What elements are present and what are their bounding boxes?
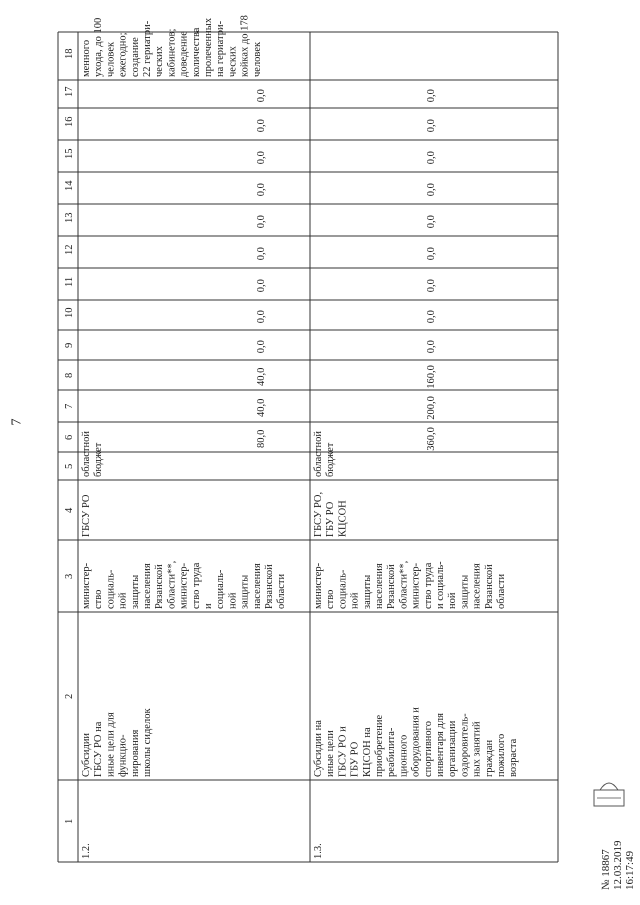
column-header-10: 10 bbox=[64, 307, 75, 318]
cell-v12-1.2.: 0,0 bbox=[256, 247, 267, 261]
cell-source-1.2.: областнойбюджет bbox=[81, 431, 105, 477]
cell-executor-1.2.: министер-ствосоциаль-нойзащитынаселенияРязанскойобласти**,министер-ство трудаисоциаль-нойзащитынаселенияРязанскойобласти bbox=[81, 560, 288, 609]
cell-result-1.2.: менногоухода, до 100человекежегодно;создание22 гериатри-ческихкабинетов;доведениеколичествапролеченныхна гериатри-ческихкойках до 178человек bbox=[81, 15, 263, 77]
cell-v10-1.2.: 0,0 bbox=[256, 310, 267, 324]
column-header-8: 8 bbox=[64, 372, 75, 378]
column-header-7: 7 bbox=[64, 403, 75, 409]
cell-v10-1.3.: 0,0 bbox=[426, 310, 437, 324]
cell-recipient-1.2.: ГБСУ РО bbox=[81, 494, 92, 537]
column-header-11: 11 bbox=[64, 276, 75, 287]
cell-recipient-1.3.: ГБСУ РО,ГБУ РОКЦСОН bbox=[313, 491, 349, 537]
column-header-1: 1 bbox=[64, 818, 75, 824]
cell-v9-1.2.: 0,0 bbox=[256, 340, 267, 354]
column-header-5: 5 bbox=[64, 463, 75, 469]
column-header-14: 14 bbox=[64, 180, 75, 191]
cell-v15-1.3.: 0,0 bbox=[426, 151, 437, 165]
column-header-13: 13 bbox=[64, 212, 75, 223]
stamp-icon bbox=[592, 770, 626, 810]
cell-v7-1.2.: 40,0 bbox=[256, 398, 267, 417]
cell-v8-1.3.: 160,0 bbox=[426, 365, 437, 389]
cell-v14-1.3.: 0,0 bbox=[426, 183, 437, 197]
cell-source-1.3.: областнойбюджет bbox=[313, 431, 337, 477]
cell-v16-1.2.: 0,0 bbox=[256, 119, 267, 133]
cell-v11-1.3.: 0,0 bbox=[426, 279, 437, 293]
cell-v16-1.3.: 0,0 bbox=[426, 119, 437, 133]
column-header-17: 17 bbox=[64, 86, 75, 97]
column-header-15: 15 bbox=[64, 148, 75, 159]
column-header-3: 3 bbox=[64, 573, 75, 579]
column-header-9: 9 bbox=[64, 342, 75, 348]
column-header-2: 2 bbox=[64, 693, 75, 699]
cell-name-1.2.: СубсидииГБСУ РО наиные цели дляфункцио-нированияшколы сиделок bbox=[81, 708, 153, 777]
cell-num-1.2.: 1.2. bbox=[81, 843, 92, 859]
cell-v17-1.3.: 0,0 bbox=[426, 89, 437, 103]
column-header-12: 12 bbox=[64, 244, 75, 255]
document-registration-id: № 18867 12.03.2019 16:17:49 bbox=[600, 840, 636, 890]
cell-v9-1.3.: 0,0 bbox=[426, 340, 437, 354]
cell-v17-1.2.: 0,0 bbox=[256, 89, 267, 103]
cell-executor-1.3.: министер-ствосоциаль-нойзащитынаселенияРязанскойобласти**,министер-ство трудаи социаль-нойзащитынаселенияРязанскойобласти bbox=[313, 560, 507, 609]
cell-v11-1.2.: 0,0 bbox=[256, 279, 267, 293]
page-number: 7 bbox=[9, 418, 25, 426]
cell-name-1.3.: Субсидии наиные целиГБСУ РО иГБУ РОКЦСОН наприобретениереабилита-ционногооборудования испортивногоинвентаря дляорганизацииоздоровитель-ных занятийгражданпожилоговозраста bbox=[313, 707, 520, 777]
column-header-4: 4 bbox=[64, 507, 75, 513]
column-header-6: 6 bbox=[64, 434, 75, 440]
cell-v13-1.3.: 0,0 bbox=[426, 215, 437, 229]
cell-v6-1.3.: 360,0 bbox=[426, 427, 437, 451]
cell-v7-1.3.: 200,0 bbox=[426, 396, 437, 420]
cell-v14-1.2.: 0,0 bbox=[256, 183, 267, 197]
cell-v8-1.2.: 40,0 bbox=[256, 367, 267, 386]
cell-v6-1.2.: 80,0 bbox=[256, 429, 267, 448]
column-header-16: 16 bbox=[64, 116, 75, 127]
cell-v13-1.2.: 0,0 bbox=[256, 215, 267, 229]
column-header-18: 18 bbox=[64, 48, 75, 59]
cell-v12-1.3.: 0,0 bbox=[426, 247, 437, 261]
cell-num-1.3.: 1.3. bbox=[313, 843, 324, 859]
cell-v15-1.2.: 0,0 bbox=[256, 151, 267, 165]
